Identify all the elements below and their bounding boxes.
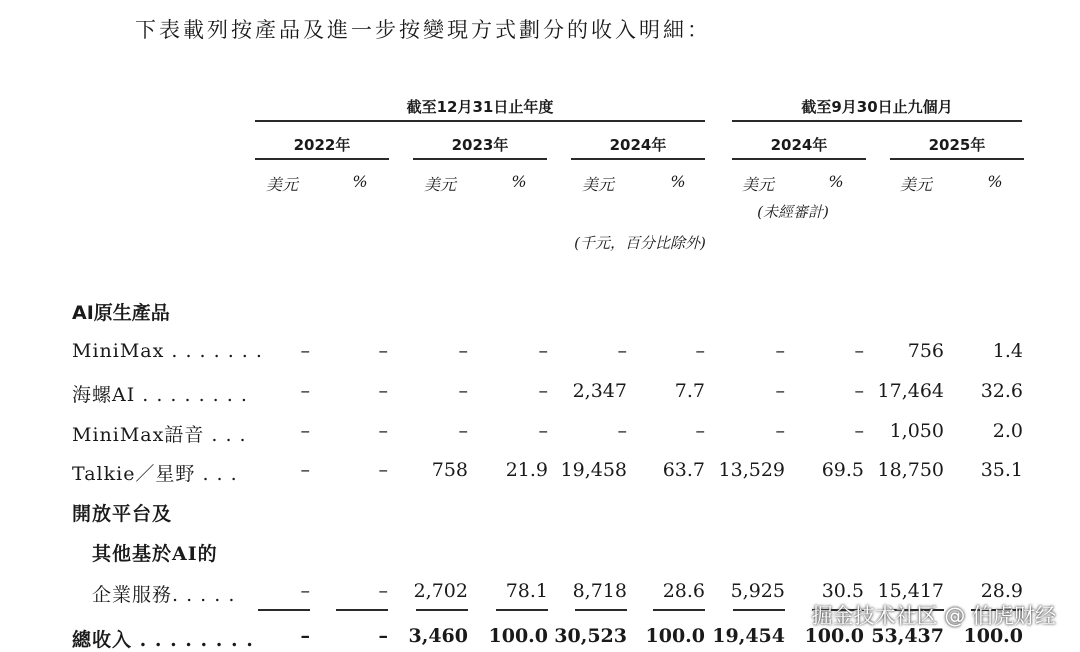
unit-pct-2023: % bbox=[511, 172, 527, 191]
table-cell: – bbox=[854, 340, 864, 362]
unit-pct-2024: % bbox=[670, 172, 686, 191]
table-cell: 69.5 bbox=[821, 459, 864, 481]
row-label-minimax: MiniMax . . . . . . . bbox=[72, 340, 263, 362]
table-cell: – bbox=[300, 340, 310, 362]
table-cell: – bbox=[538, 380, 548, 402]
table-cell: – bbox=[378, 580, 388, 602]
table-cell: – bbox=[538, 420, 548, 442]
table-cell: 5,925 bbox=[730, 580, 785, 602]
year-rule-2025-9m bbox=[890, 158, 1024, 160]
table-cell: – bbox=[378, 459, 388, 481]
year-header-2022: 2022年 bbox=[293, 136, 351, 154]
year-header-2023: 2023年 bbox=[451, 136, 509, 154]
table-cell: 19,454 bbox=[712, 625, 785, 647]
table-cell: 78.1 bbox=[505, 580, 548, 602]
subtotal-rule bbox=[416, 609, 468, 611]
table-cell: – bbox=[378, 380, 388, 402]
unit-usd-2023: 美元 bbox=[423, 175, 456, 194]
subtotal-rule bbox=[653, 609, 705, 611]
table-cell: 758 bbox=[431, 459, 468, 481]
subtotal-rule bbox=[575, 609, 627, 611]
table-cell: 2,347 bbox=[572, 380, 627, 402]
table-cell: 32.6 bbox=[980, 380, 1023, 402]
table-cell: 28.6 bbox=[662, 580, 705, 602]
subtotal-rule bbox=[733, 609, 785, 611]
table-cell: 28.9 bbox=[980, 580, 1023, 602]
unit-pct-2025-9m: % bbox=[987, 172, 1003, 191]
table-cell: – bbox=[458, 420, 468, 442]
table-cell: 100.0 bbox=[804, 625, 864, 647]
table-cell: – bbox=[378, 340, 388, 362]
watermark-text: 掘金技术社区 @ 伯虎财经 bbox=[811, 604, 1056, 628]
row-label-talkie: Talkie／星野 . . . bbox=[72, 463, 238, 485]
group-rule-nine-months bbox=[732, 120, 1022, 122]
table-cell: – bbox=[300, 459, 310, 481]
table-cell: – bbox=[775, 340, 785, 362]
year-rule-2023 bbox=[413, 158, 547, 160]
table-cell: 2.0 bbox=[992, 420, 1023, 442]
table-cell: – bbox=[458, 380, 468, 402]
row-label-hailuo: 海螺AI . . . . . . . . bbox=[72, 384, 248, 406]
table-cell: – bbox=[378, 625, 388, 647]
row-label-total: 總收入 . . . . . . . . bbox=[72, 629, 254, 651]
subtotal-rule bbox=[258, 609, 310, 611]
row-label-minimax-voice: MiniMax語音 . . . bbox=[72, 424, 247, 446]
year-header-2024-9m: 2024年 bbox=[770, 136, 828, 154]
table-cell: 17,464 bbox=[877, 380, 944, 402]
table-cell: – bbox=[300, 625, 310, 647]
table-cell: 35.1 bbox=[980, 459, 1023, 481]
table-cell: 1.4 bbox=[992, 340, 1023, 362]
section-ai-native: AI原生產品 bbox=[72, 302, 170, 324]
table-cell: – bbox=[775, 420, 785, 442]
group-header-year-end: 截至12月31日止年度 bbox=[406, 98, 554, 116]
table-cell: 53,437 bbox=[871, 625, 944, 647]
table-cell: 13,529 bbox=[718, 459, 785, 481]
subtotal-rule bbox=[336, 609, 388, 611]
table-cell: 7.7 bbox=[674, 380, 705, 402]
table-cell: 3,460 bbox=[408, 625, 468, 647]
unit-usd-2024-9m: 美元 bbox=[741, 175, 774, 194]
table-cell: – bbox=[854, 420, 864, 442]
table-cell: 18,750 bbox=[877, 459, 944, 481]
unit-pct-2022: % bbox=[352, 172, 368, 191]
year-rule-2024 bbox=[571, 158, 705, 160]
thousands-note: (千元，百分比除外) bbox=[574, 234, 706, 252]
year-header-2025-9m: 2025年 bbox=[928, 136, 986, 154]
unit-usd-2025-9m: 美元 bbox=[899, 175, 932, 194]
unit-usd-2024: 美元 bbox=[581, 175, 614, 194]
table-cell: 100.0 bbox=[645, 625, 705, 647]
row-label-enterprise: 企業服務. . . . . bbox=[92, 584, 236, 606]
table-cell: 63.7 bbox=[662, 459, 705, 481]
table-cell: 1,050 bbox=[889, 420, 944, 442]
section-open-platform-2: 其他基於AI的 bbox=[92, 543, 218, 565]
year-rule-2024-9m bbox=[732, 158, 866, 160]
table-cell: – bbox=[378, 420, 388, 442]
intro-text: 下表載列按產品及進一步按變現方式劃分的收入明細： bbox=[135, 18, 711, 42]
table-cell: 100.0 bbox=[963, 625, 1023, 647]
table-cell: – bbox=[300, 420, 310, 442]
table-cell: – bbox=[695, 340, 705, 362]
table-cell: – bbox=[458, 340, 468, 362]
table-cell: 30,523 bbox=[554, 625, 627, 647]
unit-pct-2024-9m: % bbox=[828, 172, 844, 191]
table-cell: – bbox=[775, 380, 785, 402]
table-cell: 30.5 bbox=[821, 580, 864, 602]
year-header-2024: 2024年 bbox=[609, 136, 667, 154]
table-cell: – bbox=[695, 420, 705, 442]
table-cell: – bbox=[300, 380, 310, 402]
table-cell: 8,718 bbox=[572, 580, 627, 602]
table-cell: – bbox=[617, 340, 627, 362]
unit-usd-2022: 美元 bbox=[265, 175, 298, 194]
unaudited-note: (未經審計) bbox=[757, 203, 829, 221]
table-cell: 100.0 bbox=[488, 625, 548, 647]
section-open-platform-1: 開放平台及 bbox=[72, 503, 173, 525]
subtotal-rule bbox=[496, 609, 548, 611]
group-header-nine-months: 截至9月30日止九個月 bbox=[801, 98, 953, 116]
table-cell: 21.9 bbox=[505, 459, 548, 481]
group-rule-year-end bbox=[255, 120, 705, 122]
table-cell: – bbox=[617, 420, 627, 442]
table-cell: – bbox=[300, 580, 310, 602]
table-cell: 15,417 bbox=[877, 580, 944, 602]
year-rule-2022 bbox=[255, 158, 389, 160]
table-cell: 19,458 bbox=[560, 459, 627, 481]
table-cell: 756 bbox=[907, 340, 944, 362]
table-cell: 2,702 bbox=[413, 580, 468, 602]
table-cell: – bbox=[854, 380, 864, 402]
table-cell: – bbox=[538, 340, 548, 362]
